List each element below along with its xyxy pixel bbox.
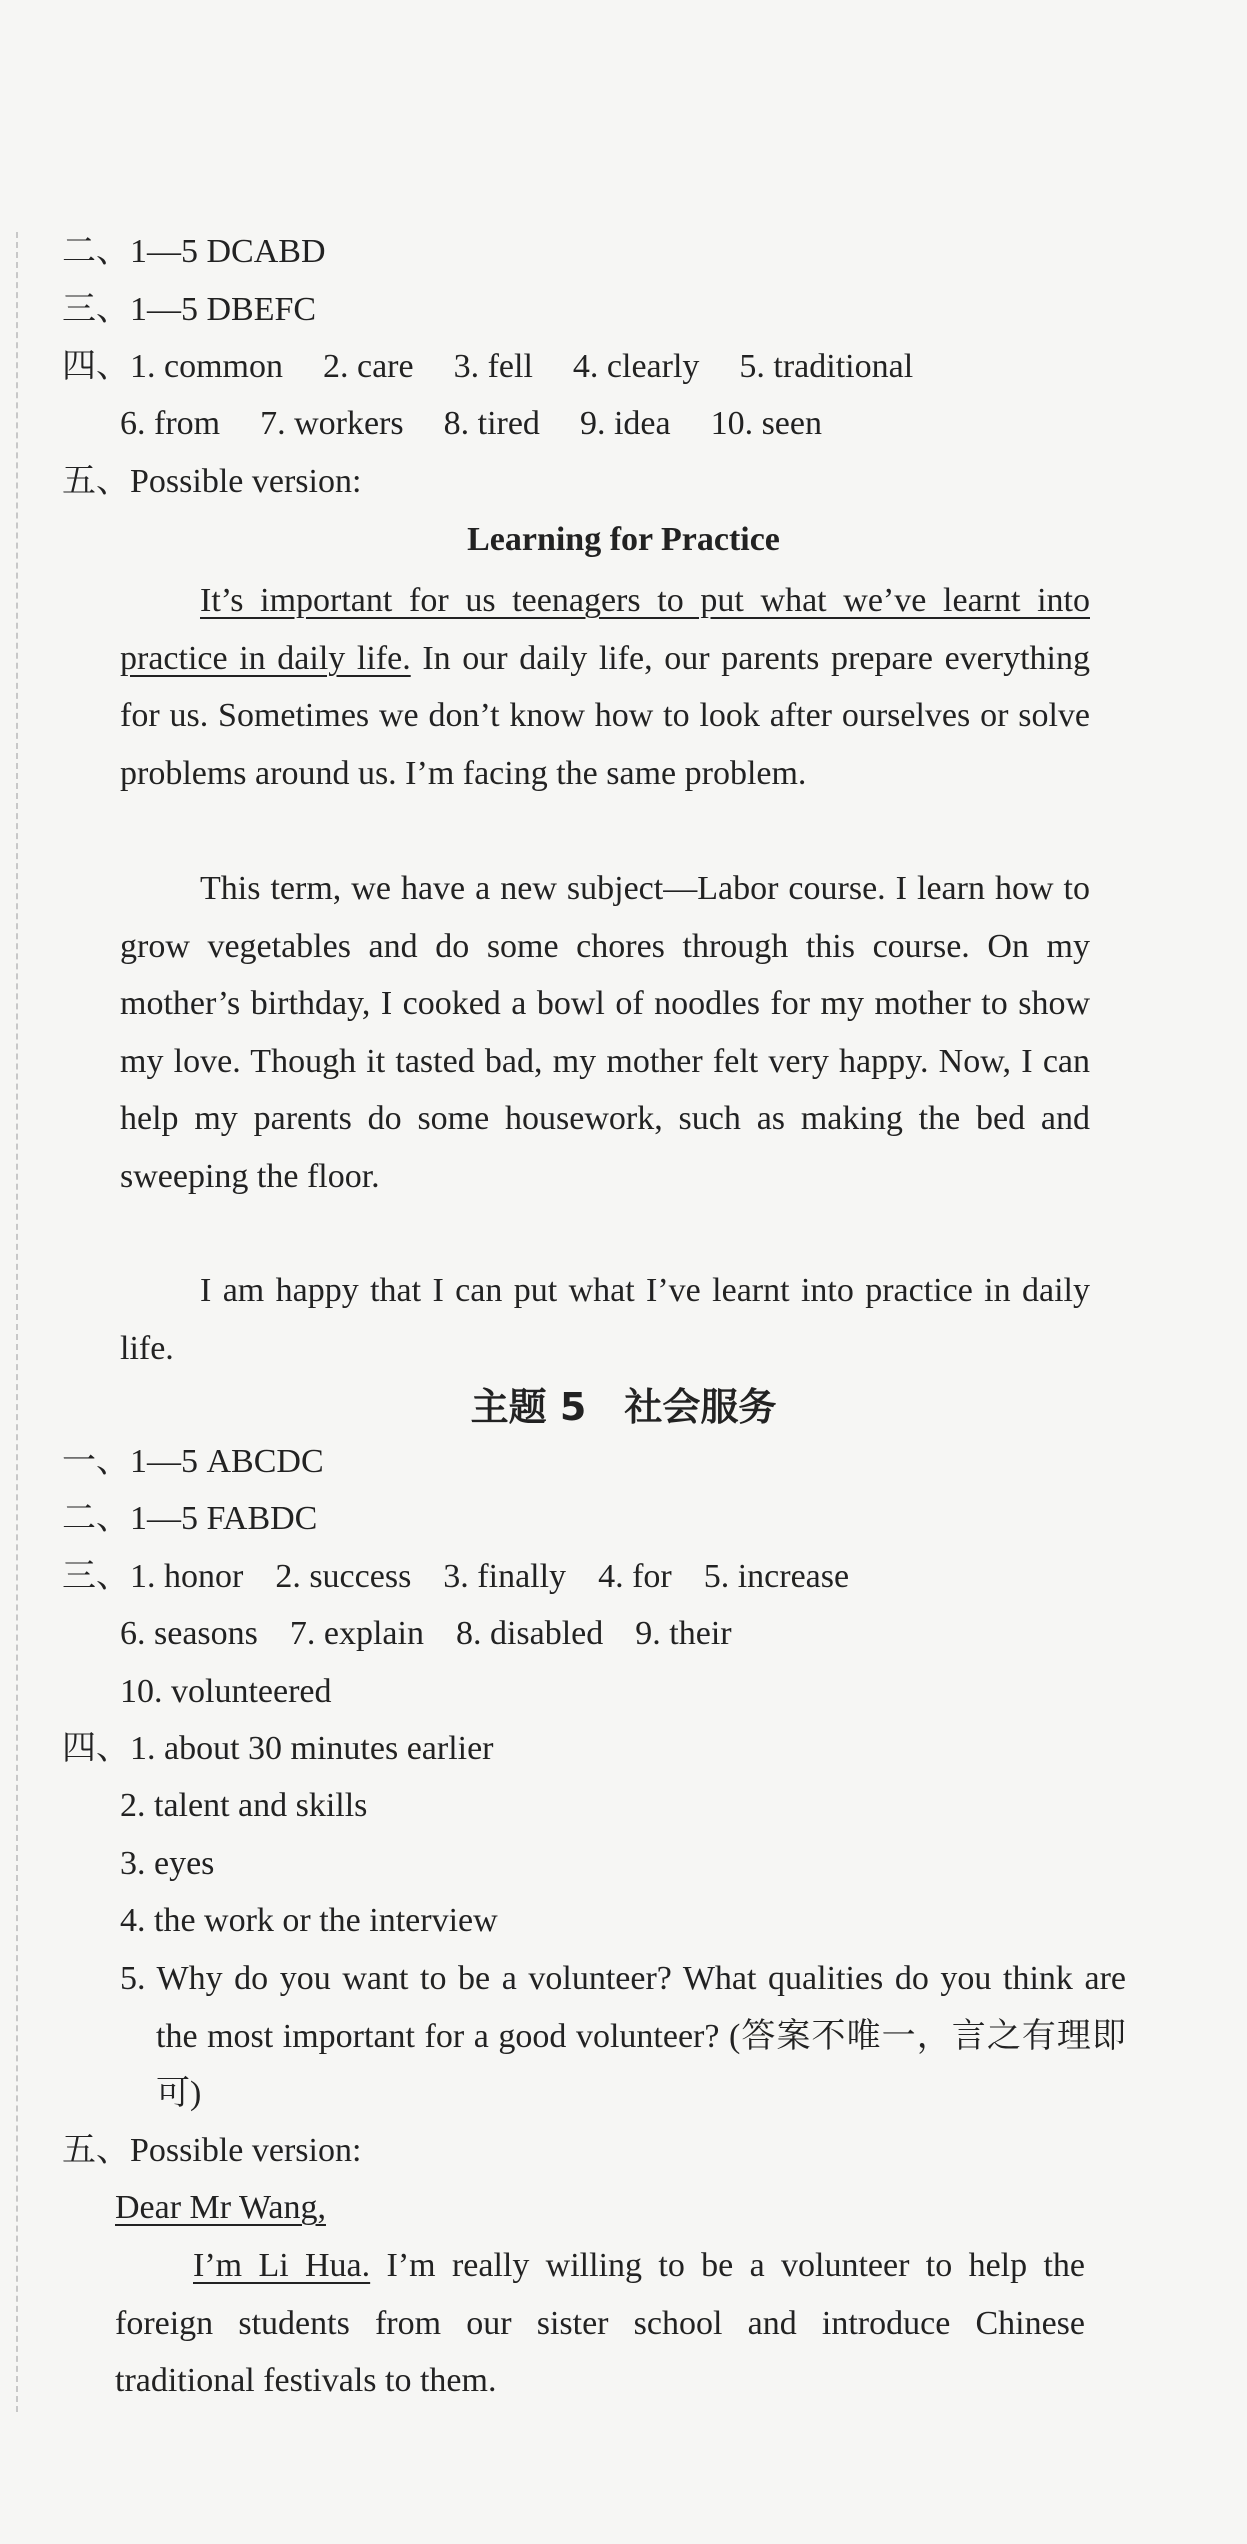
answer-line: 五、Possible version: [62,2132,362,2169]
answer-line [62,347,913,387]
answer-item: 3. finally [443,1558,567,1595]
answer-line: 10. volunteered [120,1673,332,1710]
answer-line [62,1557,849,1597]
letter-salutation: Dear Mr Wang, [115,2189,326,2226]
answer-line: 3. eyes [120,1845,215,1882]
essay-title: Learning for Practice [467,521,780,558]
answer-line [120,1614,732,1654]
answer-item: 5. traditional [739,348,914,385]
answer-line: 5. Why do you want to be a volunteer? What qualities do you think are the most important for a good volunteer? (答案不唯一，言之有理即可) [120,1960,1126,2112]
answer-item: 3. fell [453,348,533,385]
answer-item: 9. their [635,1615,732,1652]
answer-line: 2. talent and skills [120,1787,368,1824]
answer-item: 2. success [275,1558,412,1595]
answer-item: 8. disabled [455,1615,604,1652]
answer-item: 10. seen [710,405,822,442]
answer-item: 四、1. common [62,348,283,385]
answer-line: 五、Possible version: [62,463,362,500]
letter-body: I’m Li Hua. I’m really willing to be a volunteer to help the foreign students from our sister school and introduce Chinese traditional festivals to them. [115,2247,1086,2399]
answer-line: 二、1—5 FABDC [62,1500,318,1537]
answer-item: 7. explain [289,1615,424,1652]
answer-item: 4. clearly [572,348,700,385]
answer-item: 7. workers [260,405,404,442]
answer-line [120,404,822,444]
answer-line: 四、1. about 30 minutes earlier [62,1730,494,1767]
answer-line: 一、1—5 ABCDC [62,1443,324,1480]
answer-item: 6. from [120,405,221,442]
answer-item: 9. idea [579,405,671,442]
answer-item: 6. seasons [120,1615,258,1652]
underlined-sentence: It’s important for us teenagers to put what we’ve learnt into practice in daily life. [120,582,1090,677]
answer-line: 4. the work or the interview [120,1902,498,1939]
answer-line: 三、1—5 DBEFC [62,291,317,328]
section-heading: 主题 5 社会服务 [470,1385,777,1429]
answer-item: 4. for [598,1558,672,1595]
answer-item: 2. care [322,348,414,385]
answer-item: 5. increase [703,1558,850,1595]
essay-paragraph: This term, we have a new subject—Labor course. I learn how to grow vegetables and do some chores through this course. On my mother’s birthday, I cooked a bowl of noodles for my mother to show my love. Though it tasted bad, my mother felt very happy. Now, I can help my parents do some housework, such as making the bed and sweeping the floor. [120,870,1090,1195]
answer-item: 三、1. honor [62,1558,244,1595]
essay-paragraph: I am happy that I can put what I’ve learnt into practice in daily life. [120,1272,1090,1367]
answer-line: 二、1—5 DCABD [62,233,326,270]
answer-item: 8. tired [443,405,540,442]
underlined-sentence: I’m Li Hua. [193,2247,371,2284]
essay-paragraph: It’s important for us teenagers to put what we’ve learnt into practice in daily life. In our daily life, our parents prepare everything for us. Sometimes we don’t know how to look after ourselves or solve problems around us. I’m facing the same problem. [120,582,1090,792]
